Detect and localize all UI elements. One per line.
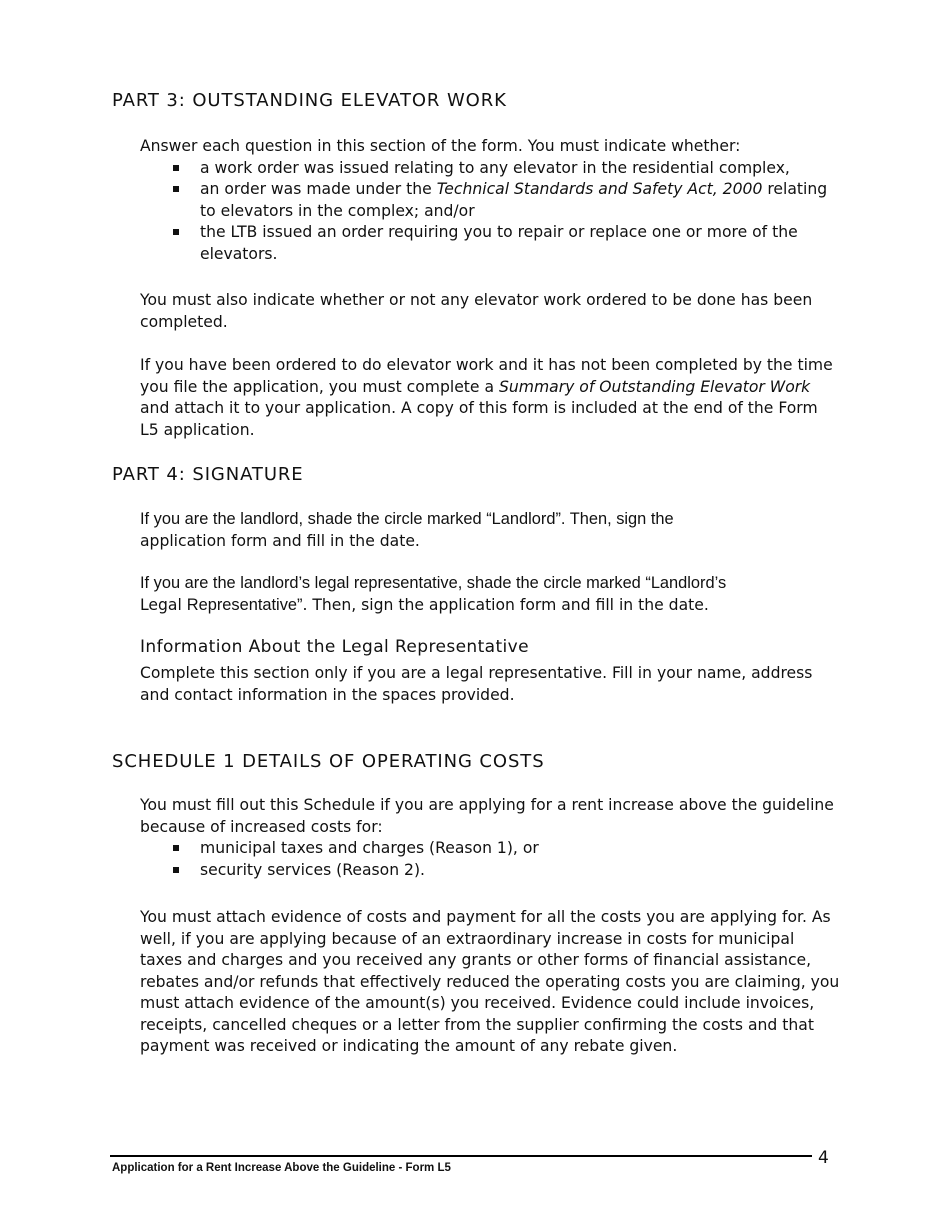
part3-para3 <box>140 355 840 441</box>
part3-intro: Answer each question in this section of the form. You must indicate whether: <box>140 137 741 155</box>
bullet-text: an order was made under the <box>200 180 437 198</box>
schedule1-bullet-list <box>140 838 840 881</box>
page-number: 4 <box>818 1148 829 1168</box>
legal-rep-subheading: Information About the Legal Representative <box>140 637 529 657</box>
part3-heading: PART 3: OUTSTANDING ELEVATOR WORK <box>112 90 507 111</box>
part4-para2 <box>140 573 840 616</box>
form-title: Summary of Outstanding Elevator Work <box>498 377 811 396</box>
part4-heading: PART 4: SIGNATURE <box>112 464 304 485</box>
list-item: security services (Reason 2). <box>140 860 840 882</box>
schedule1-body <box>140 795 840 881</box>
footer-divider <box>110 1155 812 1157</box>
part3-bullet-list <box>140 158 840 266</box>
para-line <box>140 595 840 617</box>
part4-para3: Complete this section only if you are a legal representative. Fill in your name, address and contact information in the spaces provided. <box>140 664 813 704</box>
list-item: a work order was issued relating to any elevator in the residential complex, <box>140 158 840 180</box>
part4-para1 <box>140 509 840 552</box>
schedule1-intro: You must fill out this Schedule if you are applying for a rent increase above the guideline because of increased costs for: <box>140 796 834 836</box>
act-title: Technical Standards and Safety Act, 2000 <box>436 180 763 198</box>
schedule1-para2: You must attach evidence of costs and payment for all the costs you are applying for. As well, if you are applying because of an extraordinary increase in costs for municipal taxes and charges and you received any grants or other forms of financial assistance, rebates and/or refunds that effectively reduced the operating costs you are claiming, you must attach evidence of the amount(s) you received. Evidence could include invoices, receipts, cancelled cheques or a letter from the supplier confirming the costs and that payment was received or indicating the amount of any rebate given. <box>140 908 840 1055</box>
para-text: . Then, sign the application form and fill in the date. <box>302 595 709 614</box>
para-line: application form and fill in the date. <box>140 531 420 550</box>
bullet-text: relating to elevators in the complex; and/or <box>200 180 828 220</box>
list-item: the LTB issued an order requiring you to repair or replace one or more of the elevators. <box>140 222 840 265</box>
para-text: Representative” <box>186 595 303 614</box>
para-text: and attach it to your application. A copy of this form is included at the end of the Form L5 application. <box>140 399 818 439</box>
schedule1-heading: SCHEDULE 1 DETAILS OF OPERATING COSTS <box>112 751 545 772</box>
para-line: If you are the landlord’s legal representative, shade the circle marked “Landlord’s <box>140 574 727 592</box>
list-item: municipal taxes and charges (Reason 1), or <box>140 838 840 860</box>
list-item <box>140 179 840 222</box>
part3-body <box>140 136 840 265</box>
footer-title: Application for a Rent Increase Above the Guideline - Form L5 <box>112 1162 451 1174</box>
para-text: If you have been ordered to do elevator work and it has not been completed by the time you file the application, you must complete a <box>140 356 833 396</box>
para-line: If you are the landlord, shade the circle marked “Landlord”. Then, sign the <box>140 510 674 528</box>
part3-para2: You must also indicate whether or not any elevator work ordered to be done has been completed. <box>140 291 813 331</box>
para-text: Legal <box>140 595 187 614</box>
